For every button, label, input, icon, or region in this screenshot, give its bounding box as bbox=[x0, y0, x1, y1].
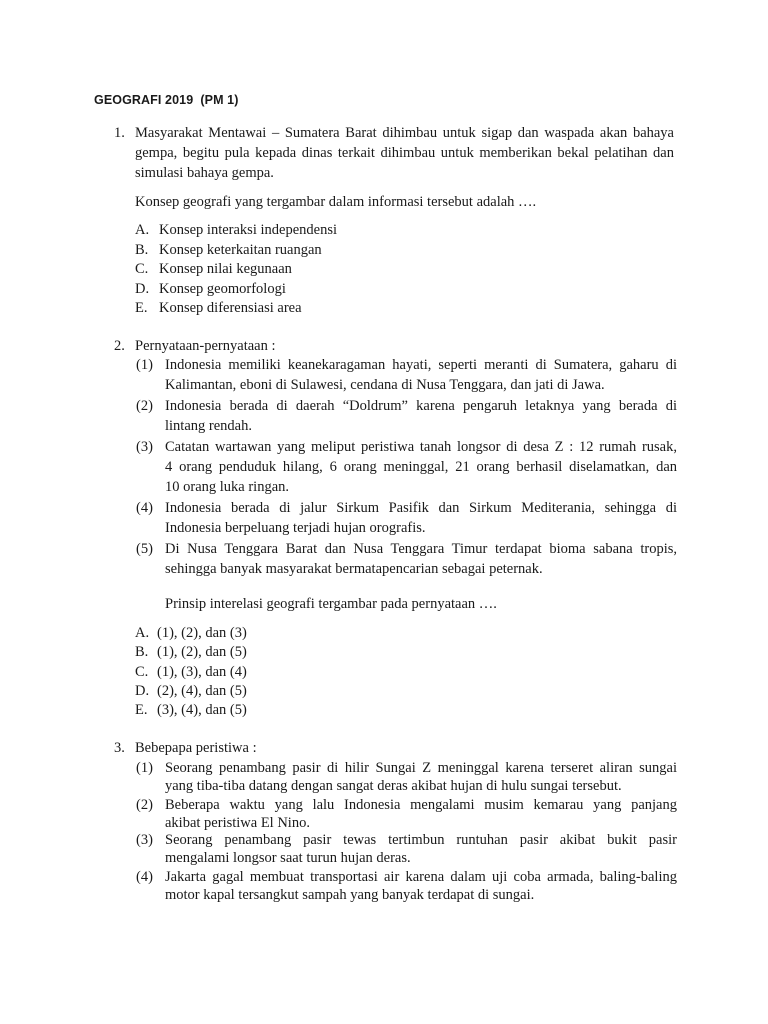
question-intro: Pernyataan-pernyataan : bbox=[135, 338, 276, 354]
option-letter: C. bbox=[135, 261, 149, 277]
event-line: motor kapal tersangkut sampah yang banyak terdapat di sungai. bbox=[165, 887, 535, 903]
question-text-line: gempa, begitu pula kepada dinas terkait dihimbau untuk memberikan bekal pelatihan dan bbox=[135, 145, 674, 161]
question-number: 1. bbox=[114, 125, 125, 141]
option-letter: D. bbox=[135, 281, 150, 297]
event-number: (1) bbox=[136, 760, 153, 776]
option-text: (2), (4), dan (5) bbox=[157, 683, 247, 699]
statement-line: Di Nusa Tenggara Barat dan Nusa Tenggara Timur terdapat bioma sabana tropis, bbox=[165, 541, 677, 557]
option-letter: C. bbox=[135, 664, 149, 680]
statement-line: lintang rendah. bbox=[165, 418, 252, 434]
event-number: (4) bbox=[136, 869, 153, 885]
question-number: 2. bbox=[114, 338, 125, 354]
question-intro: Bebepapa peristiwa : bbox=[135, 740, 257, 756]
statement-number: (1) bbox=[136, 357, 153, 373]
option-text: Konsep diferensiasi area bbox=[159, 300, 302, 316]
document-title: GEOGRAFI 2019 (PM 1) bbox=[94, 93, 239, 107]
option-letter: E. bbox=[135, 300, 148, 316]
question-prompt: Konsep geografi yang tergambar dalam informasi tersebut adalah …. bbox=[135, 194, 537, 210]
statement-line: Indonesia berada di daerah “Doldrum” karena pengaruh letaknya yang berada di bbox=[165, 398, 677, 414]
question-number: 3. bbox=[114, 740, 125, 756]
option-text: Konsep keterkaitan ruangan bbox=[159, 242, 322, 258]
statement-line: Indonesia berada di jalur Sirkum Pasifik dan Sirkum Mediterania, sehingga di bbox=[165, 500, 677, 516]
question-text-line: Masyarakat Mentawai – Sumatera Barat dihimbau untuk sigap dan waspada akan bahaya bbox=[135, 125, 674, 141]
statement-number: (3) bbox=[136, 439, 153, 455]
option-letter: B. bbox=[135, 242, 149, 258]
event-line: Beberapa waktu yang lalu Indonesia mengalami musim kemarau yang panjang bbox=[165, 797, 677, 813]
statement-line: Indonesia memiliki keanekaragaman hayati, seperti meranti di Sumatera, gaharu di bbox=[165, 357, 677, 373]
statement-line: 10 orang luka ringan. bbox=[165, 479, 290, 495]
option-text: Konsep geomorfologi bbox=[159, 281, 286, 297]
event-number: (3) bbox=[136, 832, 153, 848]
event-number: (2) bbox=[136, 797, 153, 813]
statement-number: (5) bbox=[136, 541, 153, 557]
event-line: yang tiba-tiba datang dengan sangat deras akibat hujan di hulu sungai tersebut. bbox=[165, 778, 622, 794]
option-letter: B. bbox=[135, 644, 149, 660]
question-prompt: Prinsip interelasi geografi tergambar pada pernyataan …. bbox=[165, 596, 497, 612]
statement-line: sehingga banyak masyarakat bermatapencarian sebagai peternak. bbox=[165, 561, 543, 577]
event-line: Jakarta gagal membuat transportasi air karena dalam uji coba armada, baling-baling bbox=[165, 869, 677, 885]
statement-line: 4 orang penduduk hilang, 6 orang meninggal, 21 orang berhasil diselamatkan, dan bbox=[165, 459, 677, 475]
option-text: Konsep nilai kegunaan bbox=[159, 261, 292, 277]
option-text: (1), (3), dan (4) bbox=[157, 664, 247, 680]
statement-line: Kalimantan, eboni di Sulawesi, cendana di Nusa Tenggara, dan jati di Jawa. bbox=[165, 377, 605, 393]
statement-line: Catatan wartawan yang meliput peristiwa tanah longsor di desa Z : 12 rumah rusak, bbox=[165, 439, 677, 455]
option-letter: D. bbox=[135, 683, 150, 699]
option-text: Konsep interaksi independensi bbox=[159, 222, 337, 238]
event-line: akibat peristiwa El Nino. bbox=[165, 815, 310, 831]
event-line: mengalami longsor saat turun hujan deras. bbox=[165, 850, 411, 866]
event-line: Seorang penambang pasir di hilir Sungai Z meninggal karena terseret aliran sungai bbox=[165, 760, 677, 776]
statement-number: (2) bbox=[136, 398, 153, 414]
option-text: (1), (2), dan (3) bbox=[157, 625, 247, 641]
statement-number: (4) bbox=[136, 500, 153, 516]
option-letter: A. bbox=[135, 222, 150, 238]
option-letter: E. bbox=[135, 702, 148, 718]
option-letter: A. bbox=[135, 625, 150, 641]
option-text: (3), (4), dan (5) bbox=[157, 702, 247, 718]
event-line: Seorang penambang pasir tewas tertimbun runtuhan pasir akibat bukit pasir bbox=[165, 832, 677, 848]
statement-line: Indonesia berpeluang terjadi hujan orografis. bbox=[165, 520, 426, 536]
option-text: (1), (2), dan (5) bbox=[157, 644, 247, 660]
question-text-line: simulasi bahaya gempa. bbox=[135, 165, 274, 181]
